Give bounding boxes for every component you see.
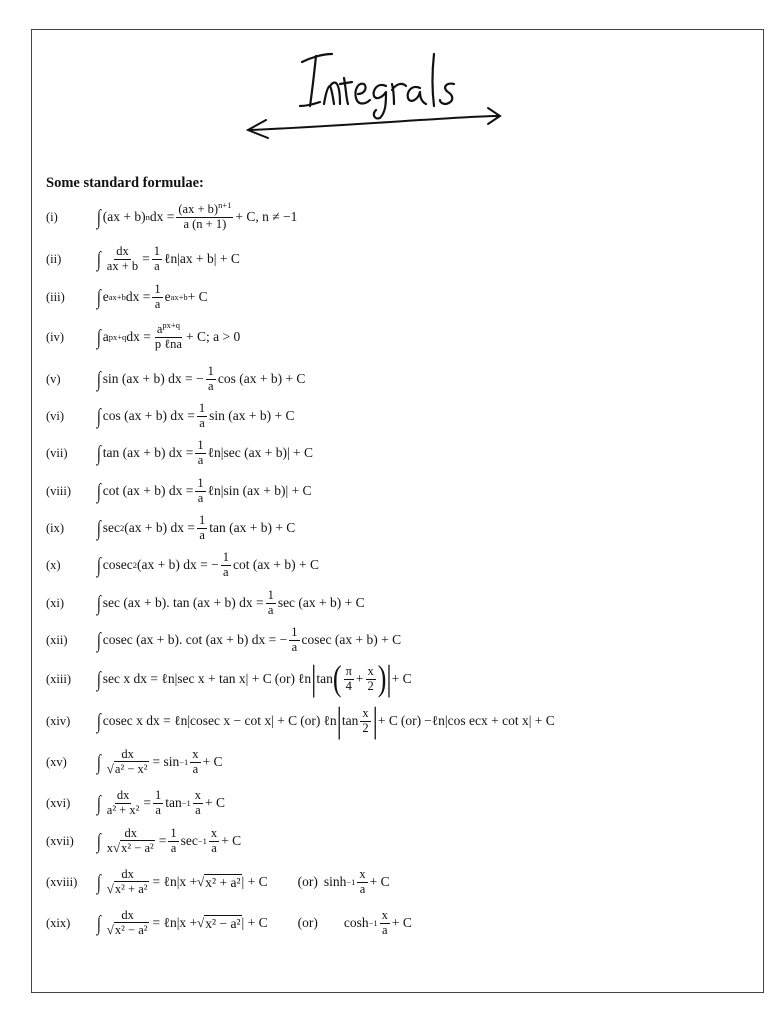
formula-row	[46, 242, 240, 276]
formula-row	[46, 511, 295, 545]
formula: ∫ $\frac{dx}{\text{√x² − a²}}$ = ℓn|x + √ x² − a² | + C (or) cosh −1 x a + C	[96, 907, 412, 937]
integral-sign-icon: ∫	[96, 590, 101, 615]
formula: ∫ e ax+b dx = $\frac{1}{a}$ e ax+b + C	[96, 282, 208, 311]
formula: ∫ (ax + b) n dx = $\frac{(ax + b)^{n+1}}{a (n + 1)}$ + C, n ≠ −1	[96, 200, 298, 231]
formula: ∫ cosec x dx = ℓn|cosec x − cot x| + C (or) ℓn | tan x 2 | + C (or) −ℓn|cos ecx + cot x| + C	[96, 700, 555, 741]
integral-sign-icon: ∫	[96, 204, 101, 229]
formula-label: (ii)	[46, 251, 62, 266]
formula: ∫ cosec 2 (ax + b) dx = − $\frac{1}{a}$ cot (ax + b) + C	[96, 550, 320, 579]
formula-row	[46, 474, 312, 508]
integral-sign-icon: ∫	[96, 440, 101, 465]
formula-label: (vii)	[46, 445, 68, 460]
integral-sign-icon: ∫	[96, 666, 101, 691]
integral-sign-icon: ∫	[96, 910, 101, 935]
formula-row	[46, 906, 412, 940]
formula-label: (i)	[46, 209, 58, 224]
integral-sign-icon: ∫	[96, 790, 101, 815]
formula-row	[46, 700, 555, 741]
integral-sign-icon: ∫	[96, 552, 101, 577]
formula-label: (xiii)	[46, 671, 71, 686]
formula-row	[46, 200, 297, 234]
formula-label: (xv)	[46, 754, 67, 769]
formula: ∫ cosec (ax + b). cot (ax + b) dx = − $\frac{1}{a}$ cosec (ax + b) + C	[96, 625, 402, 654]
formula-label: (xvi)	[46, 795, 71, 810]
integral-sign-icon: ∫	[96, 708, 101, 733]
formula-label: (viii)	[46, 483, 71, 498]
formula: ∫ tan (ax + b) dx = $\frac{1}{a}$ ℓn|sec (ax + b)| + C	[96, 438, 314, 467]
formula-label: (xviii)	[46, 874, 78, 889]
formula: ∫ $\frac{dx}{\text{√a² − x²}}$ = sin −1 x a + C	[96, 746, 223, 776]
integral-sign-icon: ∫	[96, 246, 101, 271]
formula: ∫ cot (ax + b) dx = $\frac{1}{a}$ ℓn|sin (ax + b)| + C	[96, 476, 312, 505]
formula: ∫ cos (ax + b) dx = $\frac{1}{a}$ sin (ax + b) + C	[96, 401, 295, 430]
formula-row	[46, 786, 225, 820]
integral-sign-icon: ∫	[96, 515, 101, 540]
integral-sign-icon: ∫	[96, 828, 101, 853]
formula-row	[46, 824, 241, 858]
formula-label: (xi)	[46, 595, 65, 610]
formula: ∫ sec 2 (ax + b) dx = $\frac{1}{a}$ tan (ax + b) + C	[96, 513, 296, 542]
formula-row	[46, 436, 313, 470]
formula: ∫ sin (ax + b) dx = − $\frac{1}{a}$ cos (ax + b) + C	[96, 364, 306, 393]
section-heading: Some standard formulae:	[46, 175, 204, 191]
integral-sign-icon: ∫	[96, 478, 101, 503]
formula: ∫ sec x dx = ℓn|sec x + tan x| + C (or) ℓn | tan ( π 4 + $\frac{x}{2}$ ) | + C	[96, 658, 412, 699]
integral-sign-icon: ∫	[96, 403, 101, 428]
formula-label: (xvii)	[46, 833, 74, 848]
formula-label: (ix)	[46, 520, 65, 535]
integral-sign-icon: ∫	[96, 324, 101, 349]
formula-row	[46, 280, 208, 314]
integral-sign-icon: ∫	[96, 869, 101, 894]
formula-label: (x)	[46, 557, 61, 572]
formula: ∫ a px+q dx = $a^{px+q}$ p ℓna + C; a > 0	[96, 320, 241, 351]
formula-label: (iii)	[46, 289, 65, 304]
formula-row	[46, 658, 412, 699]
formula-label: (iv)	[46, 329, 65, 344]
formula-label: (v)	[46, 371, 61, 386]
integral-sign-icon: ∫	[96, 749, 101, 774]
formula-label: (xix)	[46, 915, 71, 930]
formula: ∫ $\frac{dx}{\text{√x² + a²}}$ = ℓn|x + √ x² + a² | + C (or) sinh −1 x a + C	[96, 866, 390, 896]
integral-sign-icon: ∫	[96, 284, 101, 309]
formula: ∫ sec (ax + b). tan (ax + b) dx = $\frac{1}{a}$ sec (ax + b) + C	[96, 588, 365, 617]
formula-row	[46, 362, 305, 396]
formula: ∫ $\frac{dx}{\text{x√x² − a²}}$ = $\frac{1}{a}$ sec −1 x a + C	[96, 825, 242, 855]
formula-row	[46, 548, 319, 582]
formula-label: (xiv)	[46, 713, 71, 728]
formula: ∫ $\frac{dx}{\text{a² + x²}}$ = $\frac{1}{a}$ tan −1 x a + C	[96, 788, 226, 817]
integral-sign-icon: ∫	[96, 627, 101, 652]
integrals-handwritten-title	[240, 40, 510, 152]
formula-row	[46, 623, 401, 657]
formula-label: (vi)	[46, 408, 65, 423]
formula-row	[46, 320, 240, 354]
formula-row	[46, 399, 294, 433]
integral-sign-icon: ∫	[96, 366, 101, 391]
formula-row	[46, 745, 223, 779]
formula-label: (xii)	[46, 632, 68, 647]
formula-row	[46, 586, 365, 620]
formula-row	[46, 865, 390, 899]
formula: ∫ $\frac{dx}{ax + b}$ = $\frac{1}{a}$ ℓn|ax + b| + C	[96, 244, 240, 273]
